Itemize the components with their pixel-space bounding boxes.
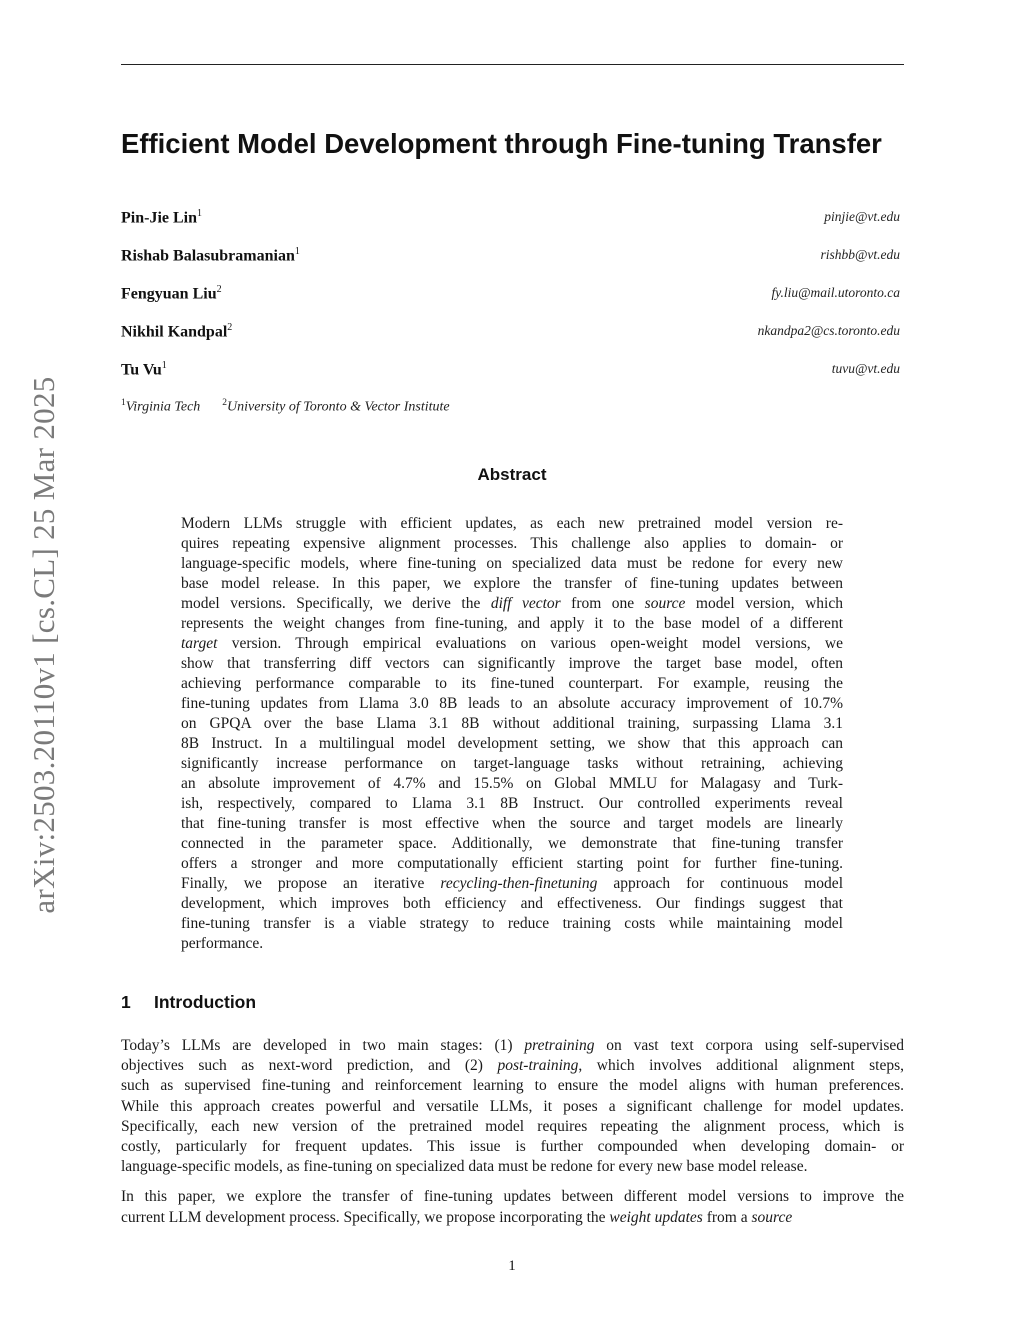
text-line: achieving performance comparable to its fine-tuned counterpart. For example, reusing the <box>181 675 843 692</box>
author-email[interactable]: rishbb@vt.edu <box>820 247 900 262</box>
text-line: an absolute improvement of 4.7% and 15.5% on Global MMLU for Malagasy and Turk- <box>181 775 843 792</box>
author-row <box>121 360 900 382</box>
author-name: Tu Vu$^1$ <box>121 360 167 379</box>
italic-term: recycling-then-finetuning <box>440 875 598 892</box>
text-line: costly, particularly for frequent updates. This issue is further compounded when developing domain- or <box>121 1138 904 1155</box>
text-line: significantly increase performance on target-language tasks without retraining, achieving <box>181 755 843 772</box>
affiliation-sup: 1 <box>121 398 126 408</box>
author-name: Rishab Balasubramanian$^1$ <box>121 246 300 265</box>
author-affiliation-sup: 1 <box>161 360 167 371</box>
text-line: language-specific models, where fine-tuning on specialized data must be redone for every new <box>181 555 843 572</box>
text-line: In this paper, we explore the transfer of fine-tuning updates between different model versions to improve the <box>121 1188 904 1206</box>
arxiv-identifier[interactable]: arXiv:2503.20110v1 [cs.CL] 25 Mar 2025 <box>26 376 61 914</box>
author-row <box>121 322 900 344</box>
text-line: language-specific models, as fine-tuning on specialized data must be redone for every new base model release. <box>121 1158 808 1176</box>
text-line: fine-tuning updates from Llama 3.0 8B leads to an absolute accuracy improvement of 10.7% <box>181 695 843 712</box>
italic-term: diff vector <box>490 595 561 612</box>
author-email[interactable]: tuvu@vt.edu <box>831 361 900 376</box>
text-line: on GPQA over the base Llama 3.1 8B without additional training, surpassing Llama 3.1 <box>181 715 843 732</box>
italic-term: source <box>751 1208 793 1226</box>
section-heading-introduction <box>121 992 256 1013</box>
author-row <box>121 284 900 306</box>
text-line: Modern LLMs struggle with efficient updates, as each new pretrained model version re- <box>181 515 843 532</box>
text-line: Finally, we propose an iterative recycling-then-finetuning approach for continuous model <box>181 875 843 892</box>
affiliation-name: Virginia Tech <box>125 399 201 415</box>
italic-term: target <box>181 635 218 652</box>
paper-title: Efficient Model Development through Fine-tuning Transfer <box>121 128 882 159</box>
text-line: 8B Instruct. In a multilingual model development setting, we show that this approach can <box>181 735 843 752</box>
text-line: such as supervised fine-tuning and reinforcement learning to ensure the model aligns with human preferences. <box>121 1077 904 1095</box>
author-affiliation-sup: 1 <box>197 208 203 219</box>
text-line: represents the weight changes from fine-tuning, and apply it to the base model of a different <box>181 615 843 632</box>
text-line: show that transferring diff vectors can significantly improve the target base model, often <box>181 655 843 672</box>
italic-term: weight updates <box>609 1208 703 1226</box>
abstract-heading: Abstract <box>477 465 547 484</box>
text-line: While this approach creates powerful and versatile LLMs, it poses a significant challenge for model updates. <box>121 1097 904 1115</box>
affiliations <box>121 398 450 416</box>
text-line: performance. <box>181 935 264 952</box>
author-row <box>121 246 900 268</box>
page-number: 1 <box>508 1258 516 1274</box>
author-email[interactable]: fy.liu@mail.utoronto.ca <box>771 285 900 300</box>
author-name: Nikhil Kandpal$^2$ <box>121 322 233 341</box>
author-row <box>121 208 900 230</box>
author-email[interactable]: nkandpa2@cs.toronto.edu <box>757 323 900 338</box>
text-line: current LLM development process. Specifically, we propose incorporating the weight updates from a source <box>121 1208 793 1226</box>
affiliation-name: University of Toronto & Vector Institute <box>227 399 450 415</box>
author-email[interactable]: pinjie@vt.edu <box>824 209 900 224</box>
text-line: fine-tuning transfer is a viable strategy to reduce training costs while maintaining model <box>181 915 843 932</box>
text-line: objectives such as next-word prediction, and (2) post-training, which involves additional alignment steps, <box>121 1057 904 1075</box>
text-line: base model release. In this paper, we explore the transfer of fine-tuning updates between <box>181 575 843 592</box>
text-line: that fine-tuning transfer is most effective when the source and target models are linearly <box>181 815 843 832</box>
text-line: quires repeating expensive alignment processes. This challenge also applies to domain- or <box>181 535 843 552</box>
text-line: offers a stronger and more computationally efficient starting point for further fine-tuning. <box>181 855 843 872</box>
author-name: Pin-Jie Lin$^1$ <box>121 208 203 227</box>
author-name: Fengyuan Liu$^2$ <box>121 284 222 303</box>
text-line: ish, respectively, compared to Llama 3.1 8B Instruct. Our controlled experiments reveal <box>181 795 843 812</box>
italic-term: pretraining <box>524 1037 595 1054</box>
text-line: Specifically, each new version of the pretrained model requires repeating the alignment process, which is <box>121 1117 904 1135</box>
text-line: development, which improves both efficiency and effectiveness. Our findings suggest that <box>181 895 843 912</box>
text-line: model versions. Specifically, we derive the diff vector from one source model version, which <box>181 595 843 612</box>
text-line: Today’s LLMs are developed in two main stages: (1) pretraining on vast text corpora using self-supervised <box>121 1037 904 1054</box>
author-affiliation-sup: 2 <box>216 284 222 295</box>
author-affiliation-sup: 2 <box>227 322 233 333</box>
section-number: 1 <box>121 992 131 1012</box>
text-line: target version. Through empirical evaluations on various open-weight model versions, we <box>181 635 843 652</box>
affiliation-sup: 2 <box>222 398 228 408</box>
section-title: Introduction <box>154 992 257 1012</box>
author-affiliation-sup: 1 <box>294 246 300 257</box>
italic-term: source <box>644 595 686 612</box>
top-rule <box>121 64 904 65</box>
italic-term: post-training <box>497 1057 579 1075</box>
text-line: connected in the parameter space. Additionally, we demonstrate that fine-tuning transfer <box>181 835 843 852</box>
